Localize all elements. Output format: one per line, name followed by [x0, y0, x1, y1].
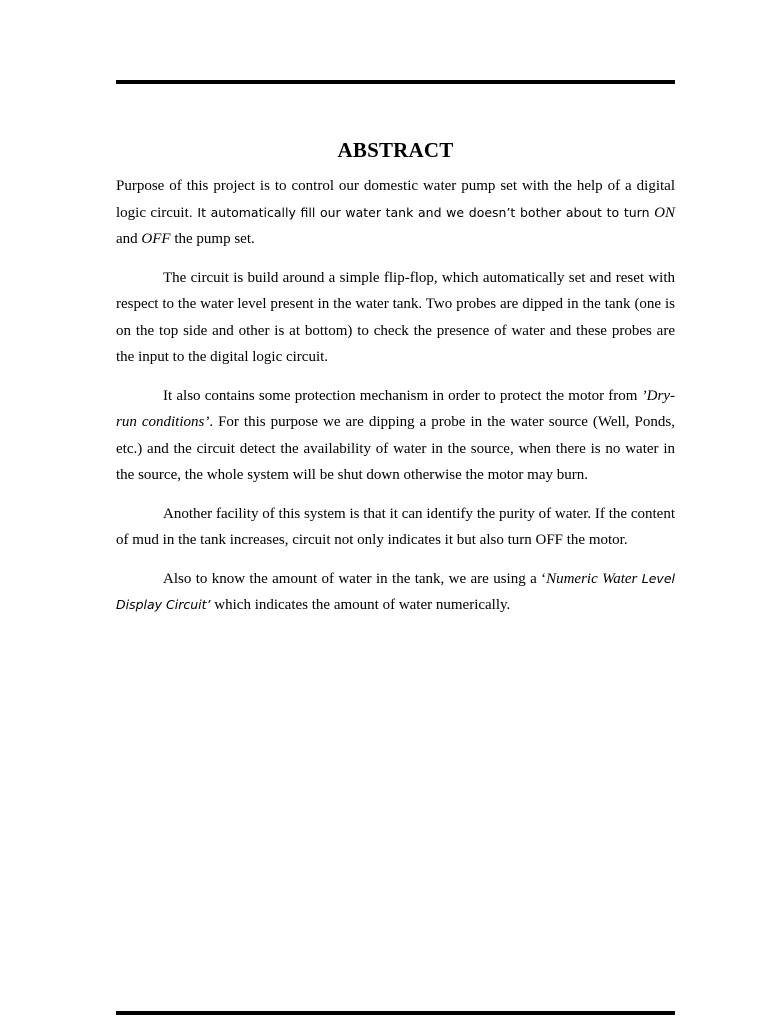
p1-text-on: ON	[654, 204, 675, 221]
p1-text-b: . It automatically fill our water tank and we doesn’t bother about to turn	[188, 204, 655, 220]
p1-text-f: the pump set.	[170, 231, 255, 247]
bottom-rule	[116, 1011, 675, 1015]
top-rule	[116, 80, 675, 84]
p5-text-a: Also to know the amount of water in the tank, we are using a ‘	[163, 570, 547, 587]
p1-text-off: OFF	[141, 231, 171, 247]
p5-text-d: which indicates the amount of water numerically.	[210, 597, 511, 613]
paragraph-2	[116, 265, 675, 371]
paragraph-4	[116, 501, 675, 554]
page-title: ABSTRACT	[337, 138, 454, 163]
p5-text-numeric-water: Numeric Water	[546, 570, 642, 587]
p3-text-a: It also contains some protection mechanism in order to protect the motor from	[163, 387, 642, 404]
p2-text: The circuit is build around a simple flip-flop, which automatically set and reset with respect to the water level present in the water tank. Two probes are dipped in the tank (one is on the top side and other is at bottom) to check the presence of water and these probes are the input to the digital logic circuit.	[116, 269, 675, 365]
paragraph-1	[116, 173, 675, 253]
p1-text-d: and	[116, 231, 142, 247]
p1-text-a: Purpose of this project is to control our domestic water pump set with the help of a digital logic circuit	[116, 178, 675, 221]
abstract-body	[116, 173, 675, 631]
paragraph-5	[116, 566, 675, 619]
p5-text-level-display: Level Display Circuit’	[116, 570, 675, 612]
p3-text-c: . For this purpose we are dipping a probe in the water source (Well, Ponds, etc.) and the circuit detect the availability of water in the source, when there is no water in the source, the whole system will be shut down otherwise the motor may burn.	[116, 414, 675, 483]
p3-text-dry-run: ’Dry-run conditions’	[116, 387, 675, 430]
paragraph-3	[116, 383, 675, 489]
p4-text: Another facility of this system is that it can identify the purity of water. If the content of mud in the tank increases, circuit not only indicates it but also turn OFF the motor.	[116, 505, 675, 548]
